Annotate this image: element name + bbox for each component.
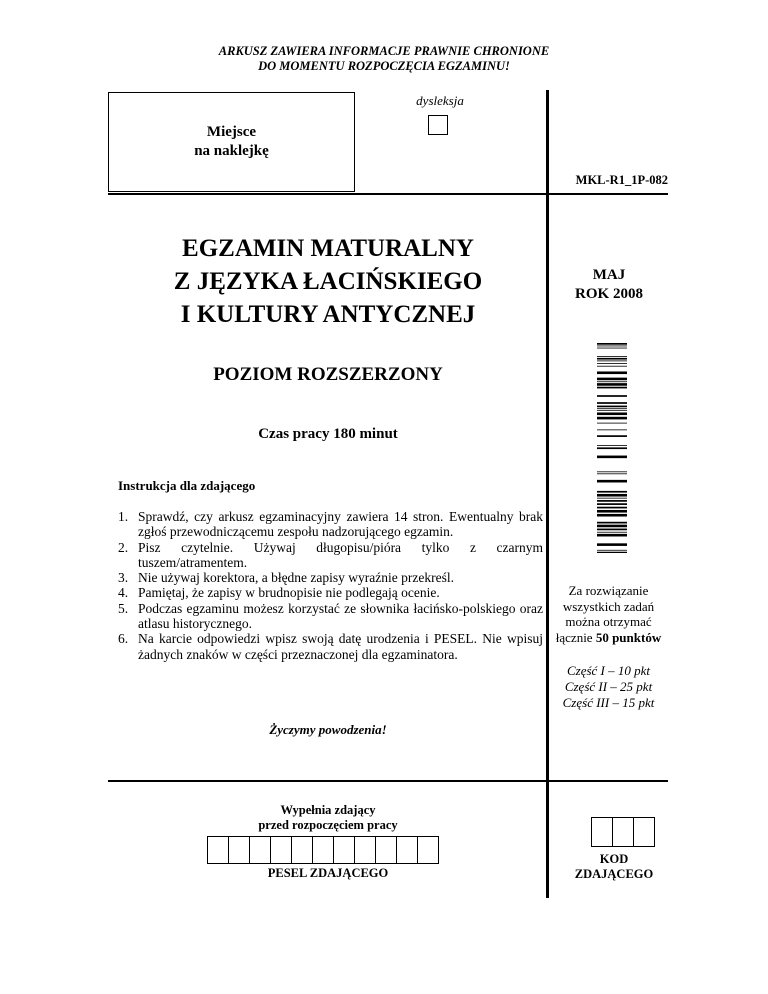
notice-line-2: DO MOMENTU ROZPOCZĘCIA EGZAMINU! [258,59,510,73]
kod-label-line-2: ZDAJĄCEGO [574,867,654,881]
barcode-bar [597,494,627,497]
title-line-3: I KULTURY ANTYCZNEJ [180,301,476,328]
barcode-bar [597,423,627,424]
part-3-points: Część III – 15 pkt [562,695,655,710]
barcode-bar [597,360,627,361]
barcode-bar [597,552,627,553]
instruction-item [118,601,543,632]
scoring-line-2: wszystkich zadań [562,598,655,614]
scoring-prefix: łącznie [555,629,596,645]
barcode-bar [597,543,627,546]
barcode-bar [597,358,627,360]
barcode-bar [597,471,627,472]
instruction-number: 1. [118,509,129,524]
barcode-bar [597,550,627,551]
barcode-bar [597,348,627,349]
instruction-text: Na karcie odpowiedzi wpisz swoją datę urodzenia i PESEL. Nie wpisuj żadnych znaków w części przeznaczonej dla egzaminatora. [138,631,543,662]
barcode-bar [597,491,627,493]
instruction-number: 5. [118,600,129,616]
instruction-text: Pamiętaj, że zapisy w brudnopisie nie podlegają ocenie. [138,585,440,601]
code-char-box[interactable] [591,817,613,847]
barcode-bar [597,435,627,437]
pesel-digit-box[interactable] [333,836,355,864]
title-line-1: EGZAMIN MATURALNY [182,235,474,262]
session-year: ROK 2008 [575,286,643,302]
pesel-digit-box[interactable] [417,836,439,864]
sticker-placeholder-box [108,92,355,192]
instruction-item [118,540,543,571]
exam-duration: Czas pracy 180 minut [258,426,398,442]
pesel-digit-box[interactable] [291,836,313,864]
notice-line-1: ARKUSZ ZAWIERA INFORMACJE PRAWNIE CHRONIONE [218,44,550,58]
barcode-bar [597,456,627,459]
sticker-label-line-1: Miejsce [206,124,257,140]
barcode-bar [597,500,627,502]
pesel-digit-box[interactable] [396,836,418,864]
pesel-digit-box[interactable] [375,836,397,864]
part-1-points: Część I – 10 pkt [566,663,651,678]
barcode-bar [597,378,627,381]
instruction-item [118,585,543,600]
instruction-text: Sprawdź, czy arkusz egzaminacyjny zawiera 14 stron. Ewentualny brak zgłoś przewodniczącemu zespołu nadzorującego egzamin. [138,509,543,540]
sticker-label-line-2: na naklejkę [194,143,269,159]
barcode-bar [597,507,627,509]
pesel-digit-box[interactable] [270,836,292,864]
instruction-item [118,570,543,585]
candidate-code-boxes[interactable] [591,817,655,847]
top-horizontal-divider [108,193,668,195]
barcode-bar [597,371,627,374]
bottom-horizontal-divider [108,780,668,782]
barcode-bar [597,525,627,528]
scoring-line-3: można otrzymać [565,614,652,629]
total-points: 50 punktów [595,629,662,645]
scoring-info [549,583,668,645]
dyslexia-checkbox[interactable] [428,115,448,135]
barcode-bar [597,366,627,367]
code-char-box[interactable] [612,817,634,847]
barcode-bar [597,406,627,408]
barcode-bar [597,381,627,382]
pesel-digit-box[interactable] [249,836,271,864]
instruction-number: 6. [118,631,129,647]
barcode-bar [597,503,627,505]
barcode-bar [597,412,627,415]
barcode-bar [597,343,627,345]
exam-code: MKL-R1_1P-082 [575,173,668,187]
kod-label-line-1: KOD [599,852,629,866]
exam-title [108,232,548,331]
instruction-text: Podczas egzaminu możesz korzystać ze słownika łacińsko-polskiego oraz atlasu historycznego. [138,600,543,632]
barcode-bar [597,429,627,430]
instruction-text: Pisz czytelnie. Używaj długopisu/pióra tylko z czarnym tuszem/atramentem. [138,539,543,570]
barcode-bar [597,395,627,397]
pesel-input-boxes[interactable] [207,836,449,864]
barcode-bar [597,534,627,537]
barcode-bar [597,498,627,499]
exam-session [549,266,669,304]
pesel-digit-box[interactable] [354,836,376,864]
barcode-bar [597,356,627,357]
exam-level: POZIOM ROZSZERZONY [213,364,443,385]
confidential-notice [0,44,768,74]
instruction-number: 3. [118,570,129,586]
code-char-box[interactable] [633,817,655,847]
barcode-bar [597,410,627,411]
pesel-label: PESEL ZDAJĄCEGO [267,866,389,880]
scoring-line-1: Za rozwiązanie [568,583,649,598]
barcode-bar [597,529,627,531]
barcode-bar [597,447,627,449]
instructions-list [118,509,543,662]
barcode-bar [597,346,627,347]
barcode-bar [597,532,627,533]
instruction-item [118,509,543,540]
scoring-line-4 [549,630,668,646]
parts-breakdown [549,663,668,711]
barcode-bar [597,363,627,364]
pesel-digit-box[interactable] [228,836,250,864]
instruction-number: 4. [118,585,129,601]
barcode-bar [597,408,627,409]
instruction-text: Nie używaj korektora, a błędne zapisy wyraźnie przekreśl. [138,570,454,586]
part-2-points: Część II – 25 pkt [564,679,653,694]
dyslexia-label: dysleksja [416,93,464,108]
instruction-number: 2. [118,539,129,555]
barcode-bar [597,522,627,524]
candidate-code-label [549,852,679,882]
barcode-bar [597,510,627,513]
instructions-title: Instrukcja dla zdającego [118,478,256,493]
instruction-item [118,631,543,662]
pesel-digit-box[interactable] [207,836,229,864]
barcode-bar [597,445,627,446]
barcode-bar [597,383,627,386]
barcode-bar [597,480,627,483]
barcode-bar [597,387,627,389]
good-luck-message: Życzymy powodzenia! [269,722,387,737]
session-month: MAJ [592,267,626,283]
barcode [597,343,627,553]
fill-label-line-2: przed rozpoczęciem pracy [258,818,398,832]
title-line-2: Z JĘZYKA ŁACIŃSKIEGO [173,268,483,295]
barcode-bar [597,473,627,474]
barcode-bar [597,514,627,517]
barcode-bar [597,402,627,404]
fill-by-candidate-label [208,803,448,833]
fill-label-line-1: Wypełnia zdający [280,803,376,817]
vertical-divider [546,90,549,898]
pesel-digit-box[interactable] [312,836,334,864]
barcode-bar [597,417,627,420]
